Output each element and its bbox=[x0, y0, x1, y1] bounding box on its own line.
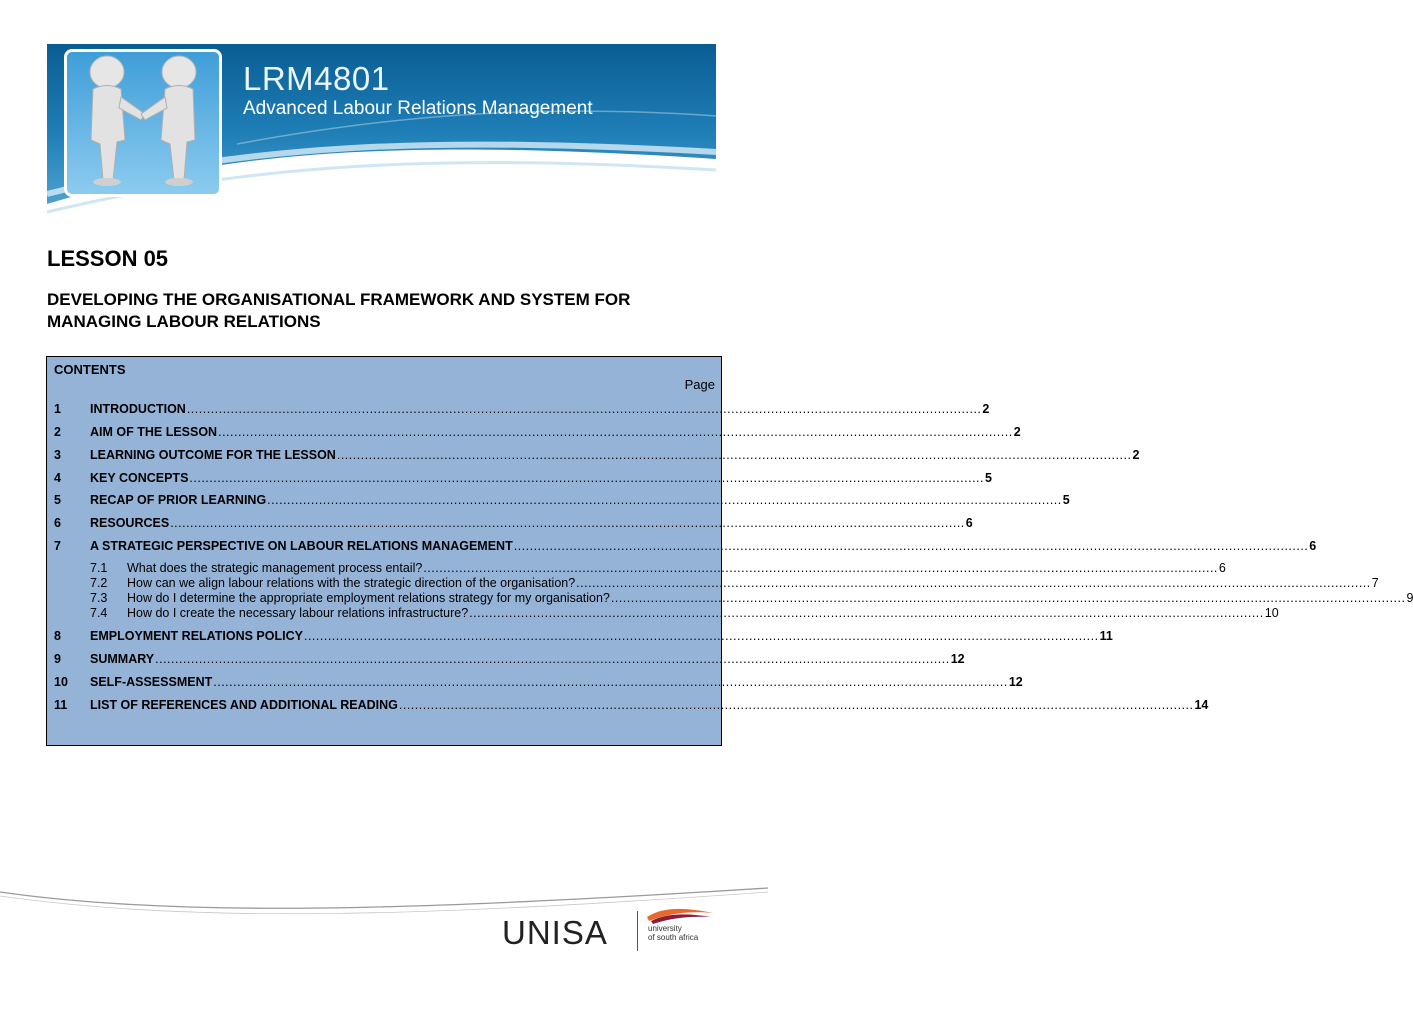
toc-item-page: 2 bbox=[1013, 425, 1021, 439]
toc-item-page: 12 bbox=[950, 652, 965, 666]
toc-item[interactable] bbox=[54, 673, 1023, 689]
toc-item-title: RECAP OF PRIOR LEARNING bbox=[90, 493, 267, 507]
toc-leader-dots: ........................................................................................................................................................................................................ bbox=[398, 698, 1194, 712]
toc-item-number: 9 bbox=[54, 652, 61, 666]
handshake-image bbox=[64, 49, 222, 197]
toc-item-page: 6 bbox=[1309, 539, 1317, 553]
toc-item-title: LIST OF REFERENCES AND ADDITIONAL READING bbox=[90, 698, 398, 712]
toc-subitem[interactable] bbox=[90, 589, 1413, 605]
unisa-tagline bbox=[648, 924, 698, 942]
toc-leader-dots: ........................................................................................................................................................................................................ bbox=[610, 591, 1406, 605]
toc-item-title: A STRATEGIC PERSPECTIVE ON LABOUR RELATIONS MANAGEMENT bbox=[90, 539, 513, 553]
toc-subitem-number: 7.1 bbox=[90, 561, 108, 575]
toc-item[interactable] bbox=[54, 400, 990, 416]
toc-item-page: 2 bbox=[982, 402, 990, 416]
course-name: Advanced Labour Relations Management bbox=[243, 98, 593, 119]
unisa-flag-icon bbox=[645, 905, 715, 925]
unisa-tagline-line-1: university bbox=[648, 924, 682, 933]
toc-item-number: 10 bbox=[54, 675, 68, 689]
toc-leader-dots: ........................................................................................................................................................................................................ bbox=[303, 629, 1099, 643]
course-code: LRM4801 bbox=[243, 60, 390, 97]
toc-item-number: 6 bbox=[54, 516, 61, 530]
toc-subitem-number: 7.3 bbox=[90, 591, 108, 605]
lesson-subtitle: DEVELOPING THE ORGANISATIONAL FRAMEWORK AND SYSTEM FOR MANAGING LABOUR RELATIONS bbox=[47, 290, 631, 331]
toc-subitem-number: 7.4 bbox=[90, 606, 108, 620]
toc-item[interactable] bbox=[54, 627, 1113, 643]
toc-item[interactable] bbox=[54, 696, 1209, 712]
toc-subitem-title: How can we align labour relations with the strategic direction of the organisation? bbox=[127, 576, 576, 590]
toc-item-page: 2 bbox=[1132, 448, 1140, 462]
toc-item-number: 2 bbox=[54, 425, 61, 439]
toc-item-title: LEARNING OUTCOME FOR THE LESSON bbox=[90, 448, 336, 462]
toc-item-title: SUMMARY bbox=[90, 652, 155, 666]
toc-item[interactable] bbox=[54, 469, 992, 485]
toc-item[interactable] bbox=[54, 514, 973, 530]
toc-item-number: 3 bbox=[54, 448, 61, 462]
toc-leader-dots: ........................................................................................................................................................................................................ bbox=[267, 493, 1062, 507]
toc-item-title: RESOURCES bbox=[90, 516, 170, 530]
toc-item-page: 6 bbox=[965, 516, 973, 530]
toc-subitem-page: 6 bbox=[1218, 561, 1226, 575]
toc-item-page: 5 bbox=[985, 471, 992, 485]
toc-leader-dots: ........................................................................................................................................................................................................ bbox=[170, 516, 965, 530]
lesson-title: LESSON 05 bbox=[47, 246, 169, 271]
toc-item-number: 11 bbox=[54, 698, 68, 712]
toc-item-title: INTRODUCTION bbox=[90, 402, 186, 416]
toc-item-page: 11 bbox=[1099, 629, 1113, 643]
toc-item[interactable] bbox=[54, 537, 1317, 553]
toc-leader-dots: ........................................................................................................................................................................................................ bbox=[186, 402, 982, 416]
unisa-logo-word: UNISA bbox=[502, 914, 608, 951]
contents-heading: CONTENTS bbox=[54, 362, 126, 377]
toc-leader-dots: ........................................................................................................................................................................................................ bbox=[218, 425, 1013, 439]
toc-item-number: 4 bbox=[54, 471, 61, 485]
contents-box bbox=[46, 356, 1413, 746]
toc-item[interactable] bbox=[54, 650, 965, 666]
toc-leader-dots: ........................................................................................................................................................................................................ bbox=[155, 652, 950, 666]
handshake-icon bbox=[67, 52, 219, 194]
toc-subitem-page: 7 bbox=[1371, 576, 1379, 590]
toc-subitem-number: 7.2 bbox=[90, 576, 108, 590]
toc-item-title: EMPLOYMENT RELATIONS POLICY bbox=[90, 629, 303, 643]
toc-item-number: 8 bbox=[54, 629, 61, 643]
toc-leader-dots: ........................................................................................................................................................................................................ bbox=[336, 448, 1132, 462]
toc-subitem[interactable] bbox=[90, 604, 1279, 620]
toc-item-title: KEY CONCEPTS bbox=[90, 471, 189, 485]
toc-leader-dots: ........................................................................................................................................................................................................ bbox=[513, 539, 1309, 553]
toc-item[interactable] bbox=[54, 446, 1140, 462]
unisa-tagline-line-2: of south africa bbox=[648, 933, 699, 942]
toc-item[interactable] bbox=[54, 491, 1070, 507]
toc-item[interactable] bbox=[54, 423, 1021, 439]
toc-item-title: AIM OF THE LESSON bbox=[90, 425, 218, 439]
page-column-label: Page bbox=[684, 377, 715, 392]
toc-subitem-page: 10 bbox=[1264, 606, 1279, 620]
toc-item-number: 7 bbox=[54, 539, 61, 553]
logo-divider bbox=[637, 911, 638, 951]
toc-item-page: 12 bbox=[1008, 675, 1023, 689]
toc-subitem-page: 9 bbox=[1406, 591, 1413, 605]
toc-leader-dots: ........................................................................................................................................................................................................ bbox=[576, 576, 1371, 590]
toc-subitem-title: What does the strategic management process entail? bbox=[127, 561, 423, 575]
toc-item-number: 1 bbox=[54, 402, 61, 416]
toc-leader-dots: ........................................................................................................................................................................................................ bbox=[213, 675, 1008, 689]
toc-leader-dots: ........................................................................................................................................................................................................ bbox=[423, 561, 1218, 575]
toc-item-page: 5 bbox=[1062, 493, 1070, 507]
toc-leader-dots: ........................................................................................................................................................................................................ bbox=[189, 471, 984, 485]
toc-subitem-title: How do I create the necessary labour relations infrastructure? bbox=[127, 606, 469, 620]
toc-leader-dots: ........................................................................................................................................................................................................ bbox=[469, 606, 1264, 620]
toc-subitem[interactable] bbox=[90, 559, 1226, 575]
toc-subitem-title: How do I determine the appropriate employment relations strategy for my organisation? bbox=[127, 591, 610, 605]
toc-item-title: SELF-ASSESSMENT bbox=[90, 675, 213, 689]
toc-item-page: 14 bbox=[1194, 698, 1209, 712]
toc-subitem[interactable] bbox=[90, 574, 1379, 590]
header-banner bbox=[47, 44, 716, 244]
toc-item-number: 5 bbox=[54, 493, 61, 507]
